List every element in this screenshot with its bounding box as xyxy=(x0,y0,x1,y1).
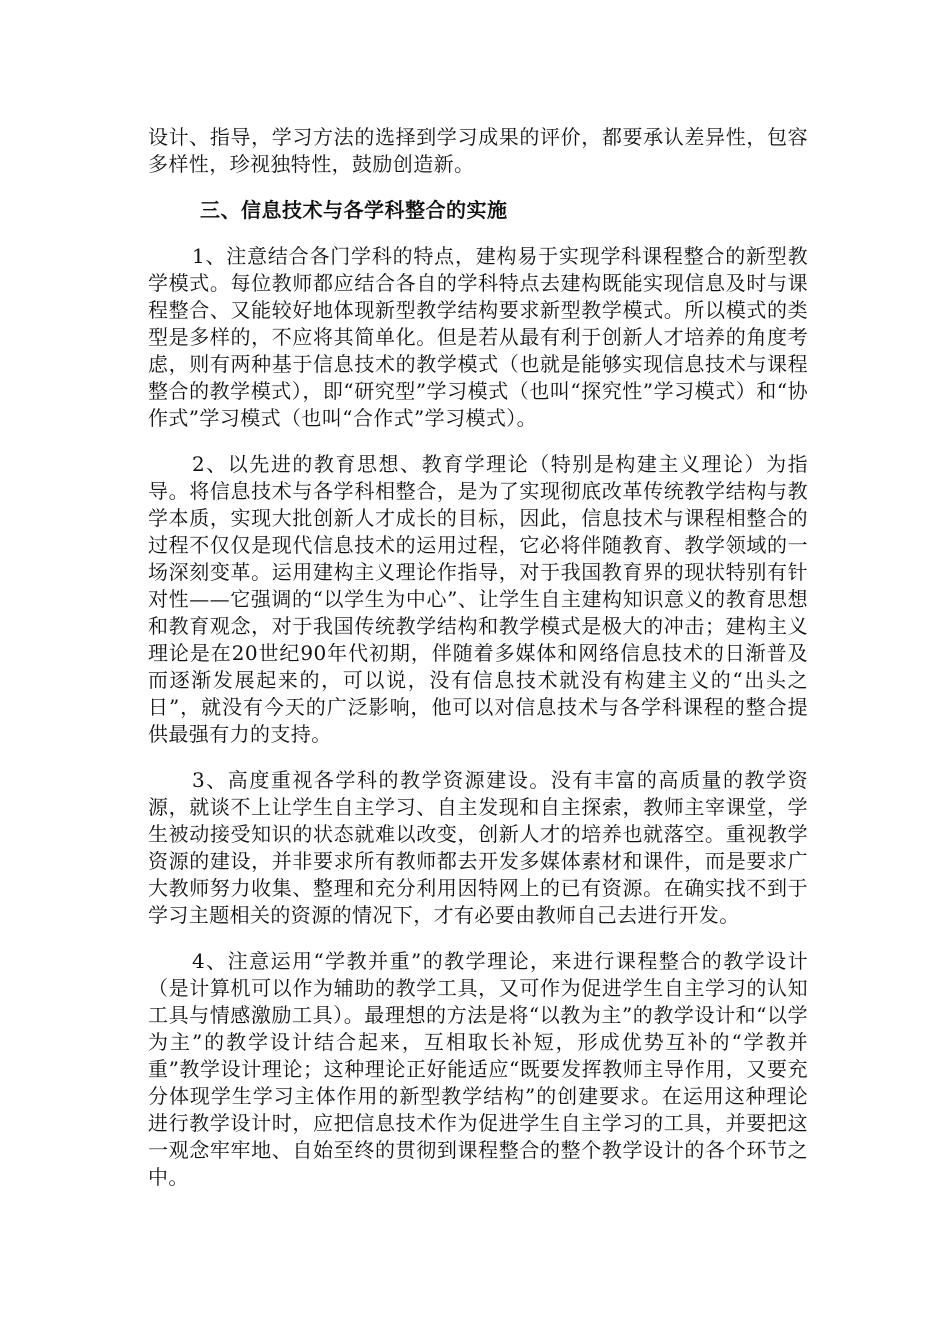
paragraph-3: 3、高度重视各学科的教学资源建设。没有丰富的高质量的教学资源，就谈不上让学生自主学习、自主发现和自主探索，教师主宰课堂，学生被动接受知识的状态就难以改变，创新人才的培养也就落空。重视教学资源的建设，并非要求所有教师都去开发多媒体素材和课件，而是要求广大教师努力收集、整理和充分利用因特网上的已有资源。在确实找不到于学习主题相关的资源的情况下，才有必要由教师自己去进行开发。 xyxy=(148,768,808,927)
paragraph-4: 4、注意运用“学教并重”的教学理论，来进行课程整合的教学设计（是计算机可以作为辅助的教学工具，又可作为促进学生自主学习的认知工具与情感激励工具）。最理想的方法是将“以教为主”的教学设计和“以学为主”的教学设计结合起来，互相取长补短，形成优势互补的“学教并重”教学设计理论；这种理论正好能适应“既要发挥教师主导作用，又要充分体现学生学习主体作用的新型教学结构”的创建要求。在运用这种理论进行教学设计时，应把信息技术作为促进学生自主学习的工具，并要把这一观念牢牢地、自始至终的贯彻到课程整合的整个教学设计的各个环节之中。 xyxy=(148,949,808,1189)
paragraph-1: 1、注意结合各门学科的特点，建构易于实现学科课程整合的新型教学模式。每位教师都应结合各自的学科特点去建构既能实现信息及时与课程整合、又能较好地体现新型教学结构要求新型教学模式。所以模式的类型是多样的，不应将其简单化。但是若从最有利于创新人才培养的角度考虑，则有两种基于信息技术的教学模式（也就是能够实现信息技术与课程整合的教学模式），即“研究型”学习模式（也叫“探究性”学习模式）和“协作式”学习模式（也叫“合作式”学习模式）。 xyxy=(148,244,808,430)
document-body xyxy=(148,124,808,1210)
intro-paragraph: 设计、指导，学习方法的选择到学习成果的评价，都要承认差异性，包容多样性，珍视独特性，鼓励创造新。 xyxy=(148,125,808,176)
paragraph-2: 2、以先进的教育思想、教育学理论（特别是构建主义理论）为指导。将信息技术与各学科相整合，是为了实现彻底改革传统教学结构与教学本质，实现大批创新人才成长的目标，因此，信息技术与课程相整合的过程不仅仅是现代信息技术的运用过程，它必将伴随教育、教学领域的一场深刻变革。运用建构主义理论作指导，对于我国教育界的现状特别有针对性——它强调的“以学生为中心”、让学生自主建构知识意义的教育思想和教育观念，对于我国传统教学结构和教学模式是极大的冲击；建构主义理论是在20世纪90年代初期，伴随着多媒体和网络信息技术的日渐普及而逐渐发展起来的，可以说，没有信息技术就没有构建主义的“出头之日”，就没有今天的广泛影响，他可以对信息技术与各学科课程的整合提供最强有力的支持。 xyxy=(148,452,808,746)
section-heading: 三、信息技术与各学科整合的实施 xyxy=(200,198,508,222)
